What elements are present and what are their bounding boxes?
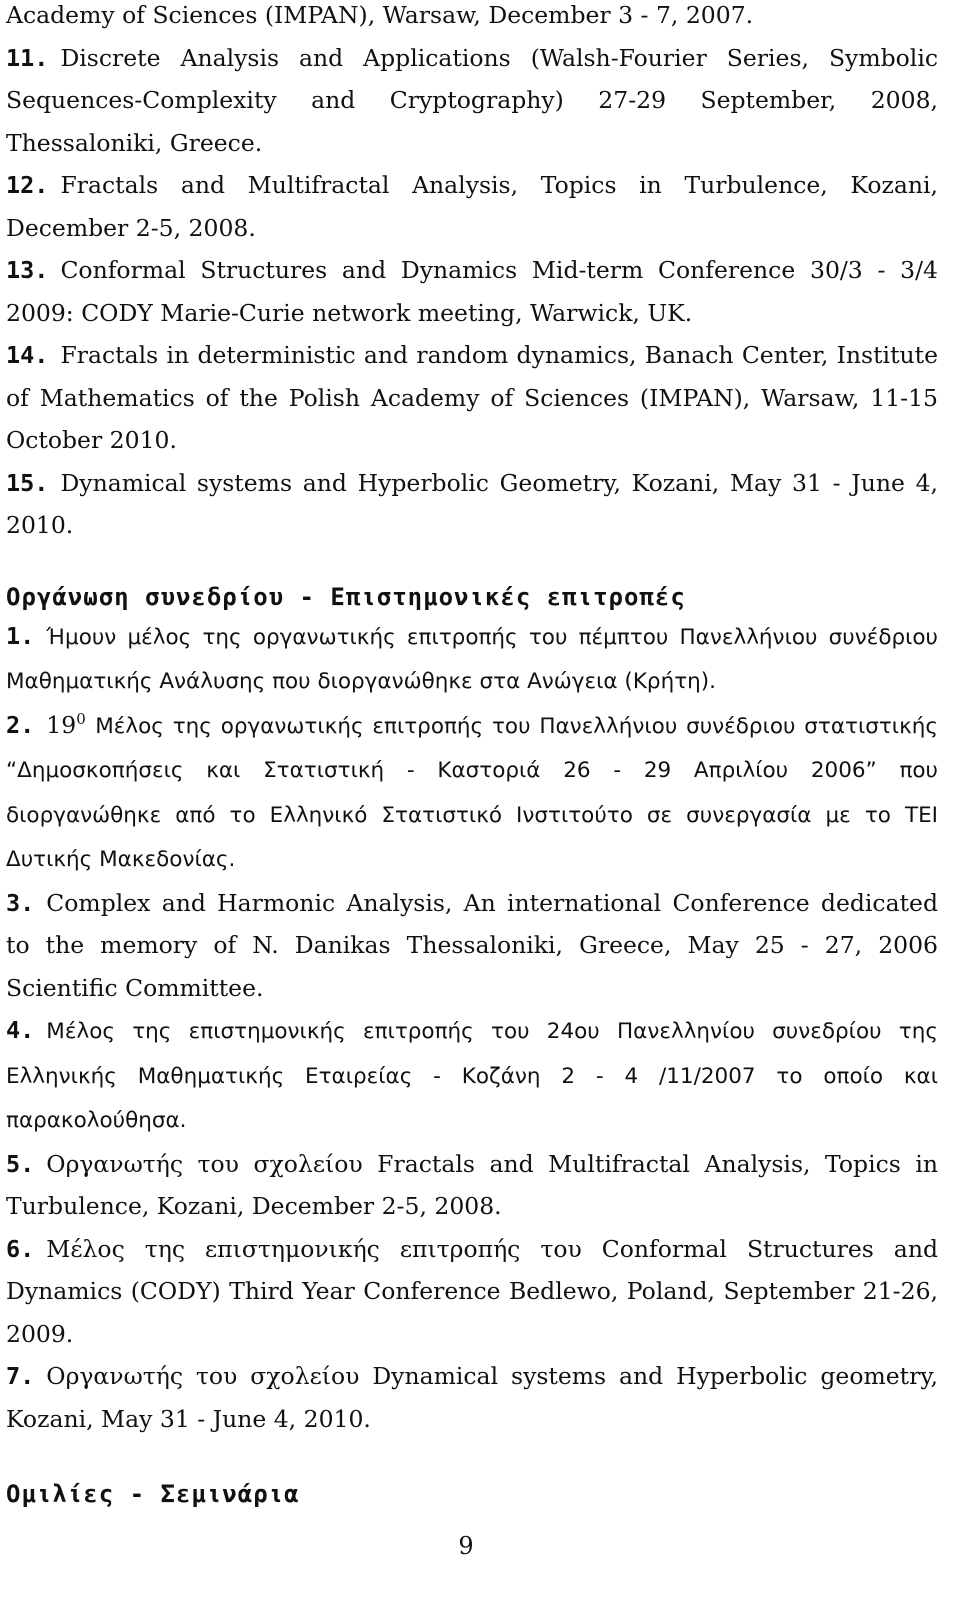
item-number: 4. [6, 1016, 35, 1044]
item-text: Fractals in deterministic and random dynamics, Banach Center, Institute of Mathematics of the Polish Academy of Sciences (IMPAN), Warsaw, 11-15 October 2010. [6, 341, 938, 454]
conference-item-13 [6, 249, 938, 334]
item-number: 14. [6, 341, 49, 369]
item-ordinal-superscript: 0 [76, 709, 86, 728]
item-number: 11. [6, 43, 49, 72]
item-text: Μέλος της επιστημονικής επιτροπής του Conformal Structures and Dynamics (CODY) Third Year Conference Bedlewo, Poland, September 21-26, 2009. [6, 1234, 938, 1348]
item-number: 6. [6, 1234, 35, 1263]
conference-item-14 [6, 334, 938, 462]
committee-item-3 [6, 882, 938, 1010]
item-number: 3. [6, 888, 35, 917]
committee-item-4 [6, 1009, 938, 1143]
conference-item-12 [6, 164, 938, 249]
item-number: 2. [6, 710, 35, 739]
item-number: 1. [6, 621, 35, 650]
document-page [6, 0, 938, 1508]
item-text: Conformal Structures and Dynamics Mid-term Conference 30/3 - 3/4 2009: CODY Marie-Curie network meeting, Warwick, UK. [6, 256, 938, 327]
item-text: Dynamical systems and Hyperbolic Geometry, Kozani, May 31 - June 4, 2010. [6, 468, 938, 539]
continuation-line: Academy of Sciences (IMPAN), Warsaw, December 3 - 7, 2007. [6, 1, 754, 29]
section-heading-talks: Ομιλίες - Σεμινάρια [6, 1480, 300, 1508]
item-text: Οργανωτής του σχολείου Dynamical systems and Hyperbolic geometry, Kozani, May 31 - June 4, 2010. [6, 1362, 938, 1433]
committee-item-6 [6, 1228, 938, 1356]
item-number: 5. [6, 1149, 35, 1178]
committee-item-7 [6, 1355, 938, 1440]
item-number: 15. [6, 468, 49, 497]
item-text: Ήμουν μέλος της οργανωτικής επιτροπής του πέμπτου Πανελλήνιου συνέδριου Μαθηματικής Ανάλυσης που διοργανώθηκε στα Ανώγεια (Κρήτη). [6, 624, 938, 694]
section-heading-committees: Οργάνωση συνεδρίου - Επιστημονικές επιτροπές [6, 582, 686, 611]
item-text: Complex and Harmonic Analysis, An international Conference dedicated to the memory of N. Danikas Thessaloniki, Greece, May 25 - 27, 2006 Scientific Committee. [6, 888, 938, 1002]
conference-item-11 [6, 37, 938, 165]
item-number: 12. [6, 171, 49, 199]
item-ordinal: 19 [46, 710, 77, 739]
committee-item-2 [6, 704, 938, 882]
item-number: 7. [6, 1362, 35, 1390]
committee-item-1 [6, 615, 938, 704]
committee-item-5 [6, 1143, 938, 1228]
item-text: Μέλος της επιστημονικής επιτροπής του 24ου Πανελληνίου συνεδρίου της Ελληνικής Μαθηματικής Εταιρείας - Κοζάνη 2 - 4 /11/2007 το οποίο και παρακολούθησα. [6, 1019, 938, 1133]
conference-item-15 [6, 462, 938, 547]
page-number: 9 [458, 1532, 474, 1560]
item-text: Fractals and Multifractal Analysis, Topics in Turbulence, Kozani, December 2-5, 2008. [6, 171, 938, 242]
item-number: 13. [6, 256, 49, 284]
item-text: Οργανωτής του σχολείου Fractals and Multifractal Analysis, Topics in Turbulence, Kozani, December 2-5, 2008. [6, 1149, 938, 1220]
item-text: Μέλος της οργανωτικής επιτροπής του Πανελλήνιου συνέδριου στατιστικής “Δημοσκοπήσεις και Στατιστική - Καστοριά 26 - 29 Απριλίου 2006” που διοργανώθηκε από το Ελληνικό Στατιστικό Ινστιτούτο σε συνεργασία με το ΤΕΙ Δυτικής Μακεδονίας. [6, 713, 938, 872]
item-text: Discrete Analysis and Applications (Walsh-Fourier Series, Symbolic Sequences-Complexity and Cryptography) 27-29 September, 2008, Thessaloniki, Greece. [6, 43, 938, 157]
